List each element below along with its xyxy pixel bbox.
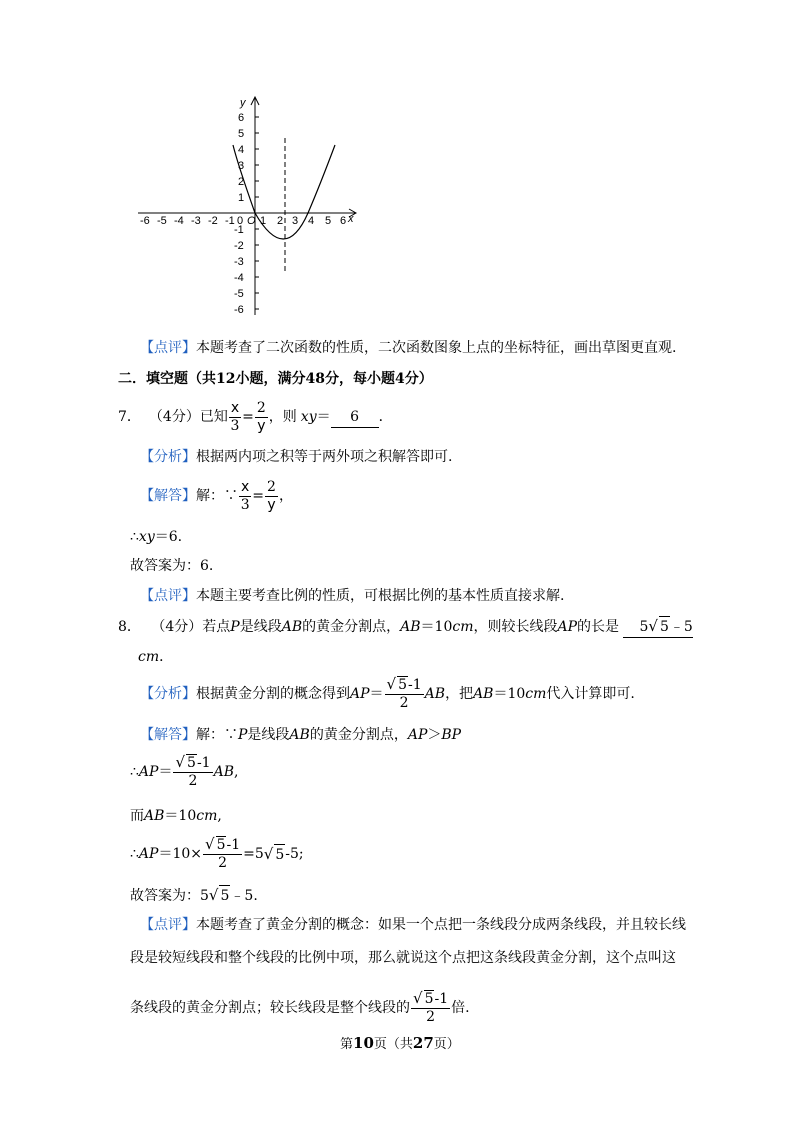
q8-step1: ∴ AP ＝ $\frac{√ 5-1}{2}$ AB , bbox=[130, 753, 239, 789]
question-7: 7． （4分）已知 $\frac{x}{3}$ = $\frac{2}{y}$ ，则 xy ＝ 6 ． bbox=[118, 399, 393, 434]
question-number: 7． bbox=[118, 409, 141, 425]
q7-solution: 【解答】 解：∵ $\frac{x}{3}$ = $\frac{2}{y}$ ， bbox=[140, 478, 293, 513]
q7-final: 故答案为：6. bbox=[130, 558, 214, 574]
page-number: 10 bbox=[353, 1034, 374, 1052]
x-axis-label: x bbox=[348, 213, 354, 225]
review-tag: 【点评】 bbox=[140, 340, 196, 356]
svg-text:-6: -6 bbox=[140, 215, 150, 227]
svg-text:-2: -2 bbox=[234, 240, 244, 252]
section-title: 二．填空题（共12小题，满分48分，每小题4分） bbox=[118, 371, 433, 387]
y-axis-label: y bbox=[240, 97, 246, 109]
svg-text:-1: -1 bbox=[225, 215, 235, 227]
svg-text:-2: -2 bbox=[208, 215, 218, 227]
q8-final: 故答案为：5√ 5﹣5. bbox=[130, 886, 258, 904]
svg-text:4: 4 bbox=[308, 215, 315, 227]
svg-text:-5: -5 bbox=[157, 215, 167, 227]
svg-text:-4: -4 bbox=[174, 215, 184, 227]
svg-text:1: 1 bbox=[260, 215, 267, 227]
question-score: （4分）已知 bbox=[148, 409, 228, 425]
q8-analysis: 【分析】 根据黄金分割的概念得到 AP ＝ $\frac{√ 5-1}{2}$ AB ，把 AB ＝10 cm 代入计算即可. bbox=[140, 675, 635, 711]
page-total: 27 bbox=[412, 1034, 434, 1052]
svg-text:-3: -3 bbox=[191, 215, 201, 227]
svg-text:-1: -1 bbox=[234, 224, 244, 236]
svg-text:O: O bbox=[247, 215, 256, 227]
svg-text:5: 5 bbox=[325, 215, 332, 227]
svg-text:2: 2 bbox=[238, 176, 245, 188]
q7-review: 【点评】本题主要考查比例的性质，可根据比例的基本性质直接求解. bbox=[140, 588, 565, 604]
svg-text:5: 5 bbox=[238, 128, 245, 140]
q8-review-line3: 条线段的黄金分割点；较长线段是整个线段的 $\frac{√ 5-1}{2}$ 倍. bbox=[130, 989, 470, 1025]
svg-text:0: 0 bbox=[237, 215, 244, 227]
svg-text:2: 2 bbox=[277, 215, 284, 227]
fraction-2-over-y: $\frac{2}{y}$ bbox=[256, 399, 266, 434]
svg-text:-3: -3 bbox=[234, 256, 244, 268]
page-footer: 第10页（共27页） bbox=[340, 1034, 460, 1052]
q8-step2: 而AB＝10cm, bbox=[130, 808, 222, 824]
answer-blank: 5√ 5﹣5 bbox=[623, 616, 692, 638]
q7-result: ∴xy＝6. bbox=[130, 529, 183, 545]
question-8-line2: cm． bbox=[138, 649, 174, 665]
svg-text:-4: -4 bbox=[234, 272, 244, 284]
svg-text:1: 1 bbox=[238, 192, 245, 204]
svg-text:3: 3 bbox=[238, 160, 245, 172]
review-q6 bbox=[140, 338, 676, 358]
answer-blank: 6 bbox=[331, 407, 379, 428]
review-text: 本题考查了二次函数的性质，二次函数图象上点的坐标特征，画出草图更直观. bbox=[196, 340, 677, 356]
q8-review-line2: 段是较短线段和整个线段的比例中项，那么就说这个点把这条线段黄金分割，这个点叫这 bbox=[130, 950, 676, 966]
svg-text:-6: -6 bbox=[234, 304, 244, 316]
svg-text:3: 3 bbox=[292, 215, 299, 227]
q7-analysis: 【分析】根据两内项之积等于两外项之积解答即可. bbox=[140, 449, 453, 465]
svg-text:-5: -5 bbox=[234, 288, 244, 300]
svg-text:4: 4 bbox=[238, 144, 245, 156]
q8-solution: 【解答】解：∵P是线段AB的黄金分割点，AP＞BP bbox=[140, 727, 462, 743]
q8-step3: ∴ AP ＝ 10× $\frac{√ 5-1}{2}$ = 5 √ 5 -5; bbox=[130, 835, 304, 871]
fraction-x-over-3: $\frac{x}{3}$ bbox=[230, 399, 240, 434]
parabola-graph bbox=[130, 90, 370, 320]
question-8: 8． （4分）若点P是线段AB的黄金分割点，AB＝10cm，则较长线段AP的长是 5√ 5﹣5 bbox=[118, 616, 693, 638]
q8-review-line1: 【点评】本题考查了黄金分割的概念：如果一个点把一条线段分成两条线段，并且较长线 bbox=[140, 917, 686, 933]
svg-text:6: 6 bbox=[340, 215, 347, 227]
svg-text:6: 6 bbox=[238, 112, 245, 124]
